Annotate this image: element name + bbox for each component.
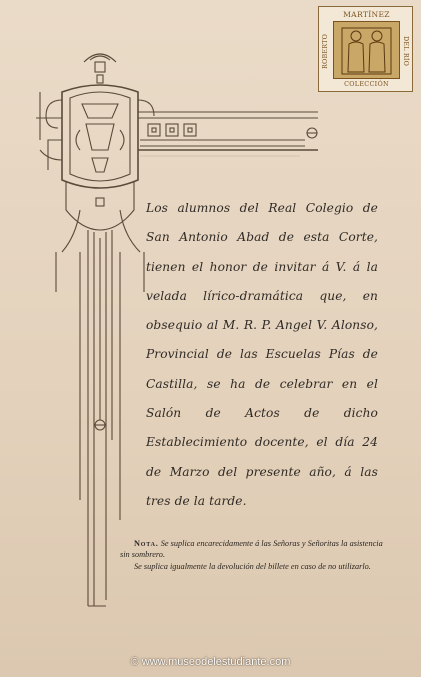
- note-line-2: Se suplica igualmente la devolución del billete en caso de no utilizarlo.: [134, 561, 371, 571]
- reverse-bleed-through: [150, 92, 370, 152]
- stamp-top-text: MARTÍNEZ: [343, 10, 390, 19]
- stamp-figure-icon: [334, 22, 399, 78]
- stamp-illustration: [333, 21, 400, 79]
- invitation-body: Los alumnos del Real Colegio de San Antonio Abad de esta Corte, tienen el honor de invitar á V. á la velada lírico-dramática que, en obsequio al M. R. P. Angel V. Alonso, Provincial de las Escuelas Pías de Castilla, se ha de celebrar en el Salón de Actos de dicho Establecimiento docente, el día 24 de Marzo del presente año, á las tres de la tarde.: [146, 201, 378, 508]
- footnote: [120, 538, 388, 572]
- stamp-right-text: DEL RÍO: [402, 35, 410, 67]
- collection-stamp: [318, 6, 413, 92]
- stamp-bottom-text: COLECCIÓN: [344, 80, 389, 88]
- note-line-1: Se suplica encarecidamente á las Señoras y Señoritas la asistencia sin sombrero.: [120, 539, 383, 560]
- stamp-left-text: ROBERTO: [321, 33, 329, 69]
- site-watermark: © www.museodelestudiante.com: [130, 656, 291, 668]
- note-label: Nota.: [134, 539, 159, 548]
